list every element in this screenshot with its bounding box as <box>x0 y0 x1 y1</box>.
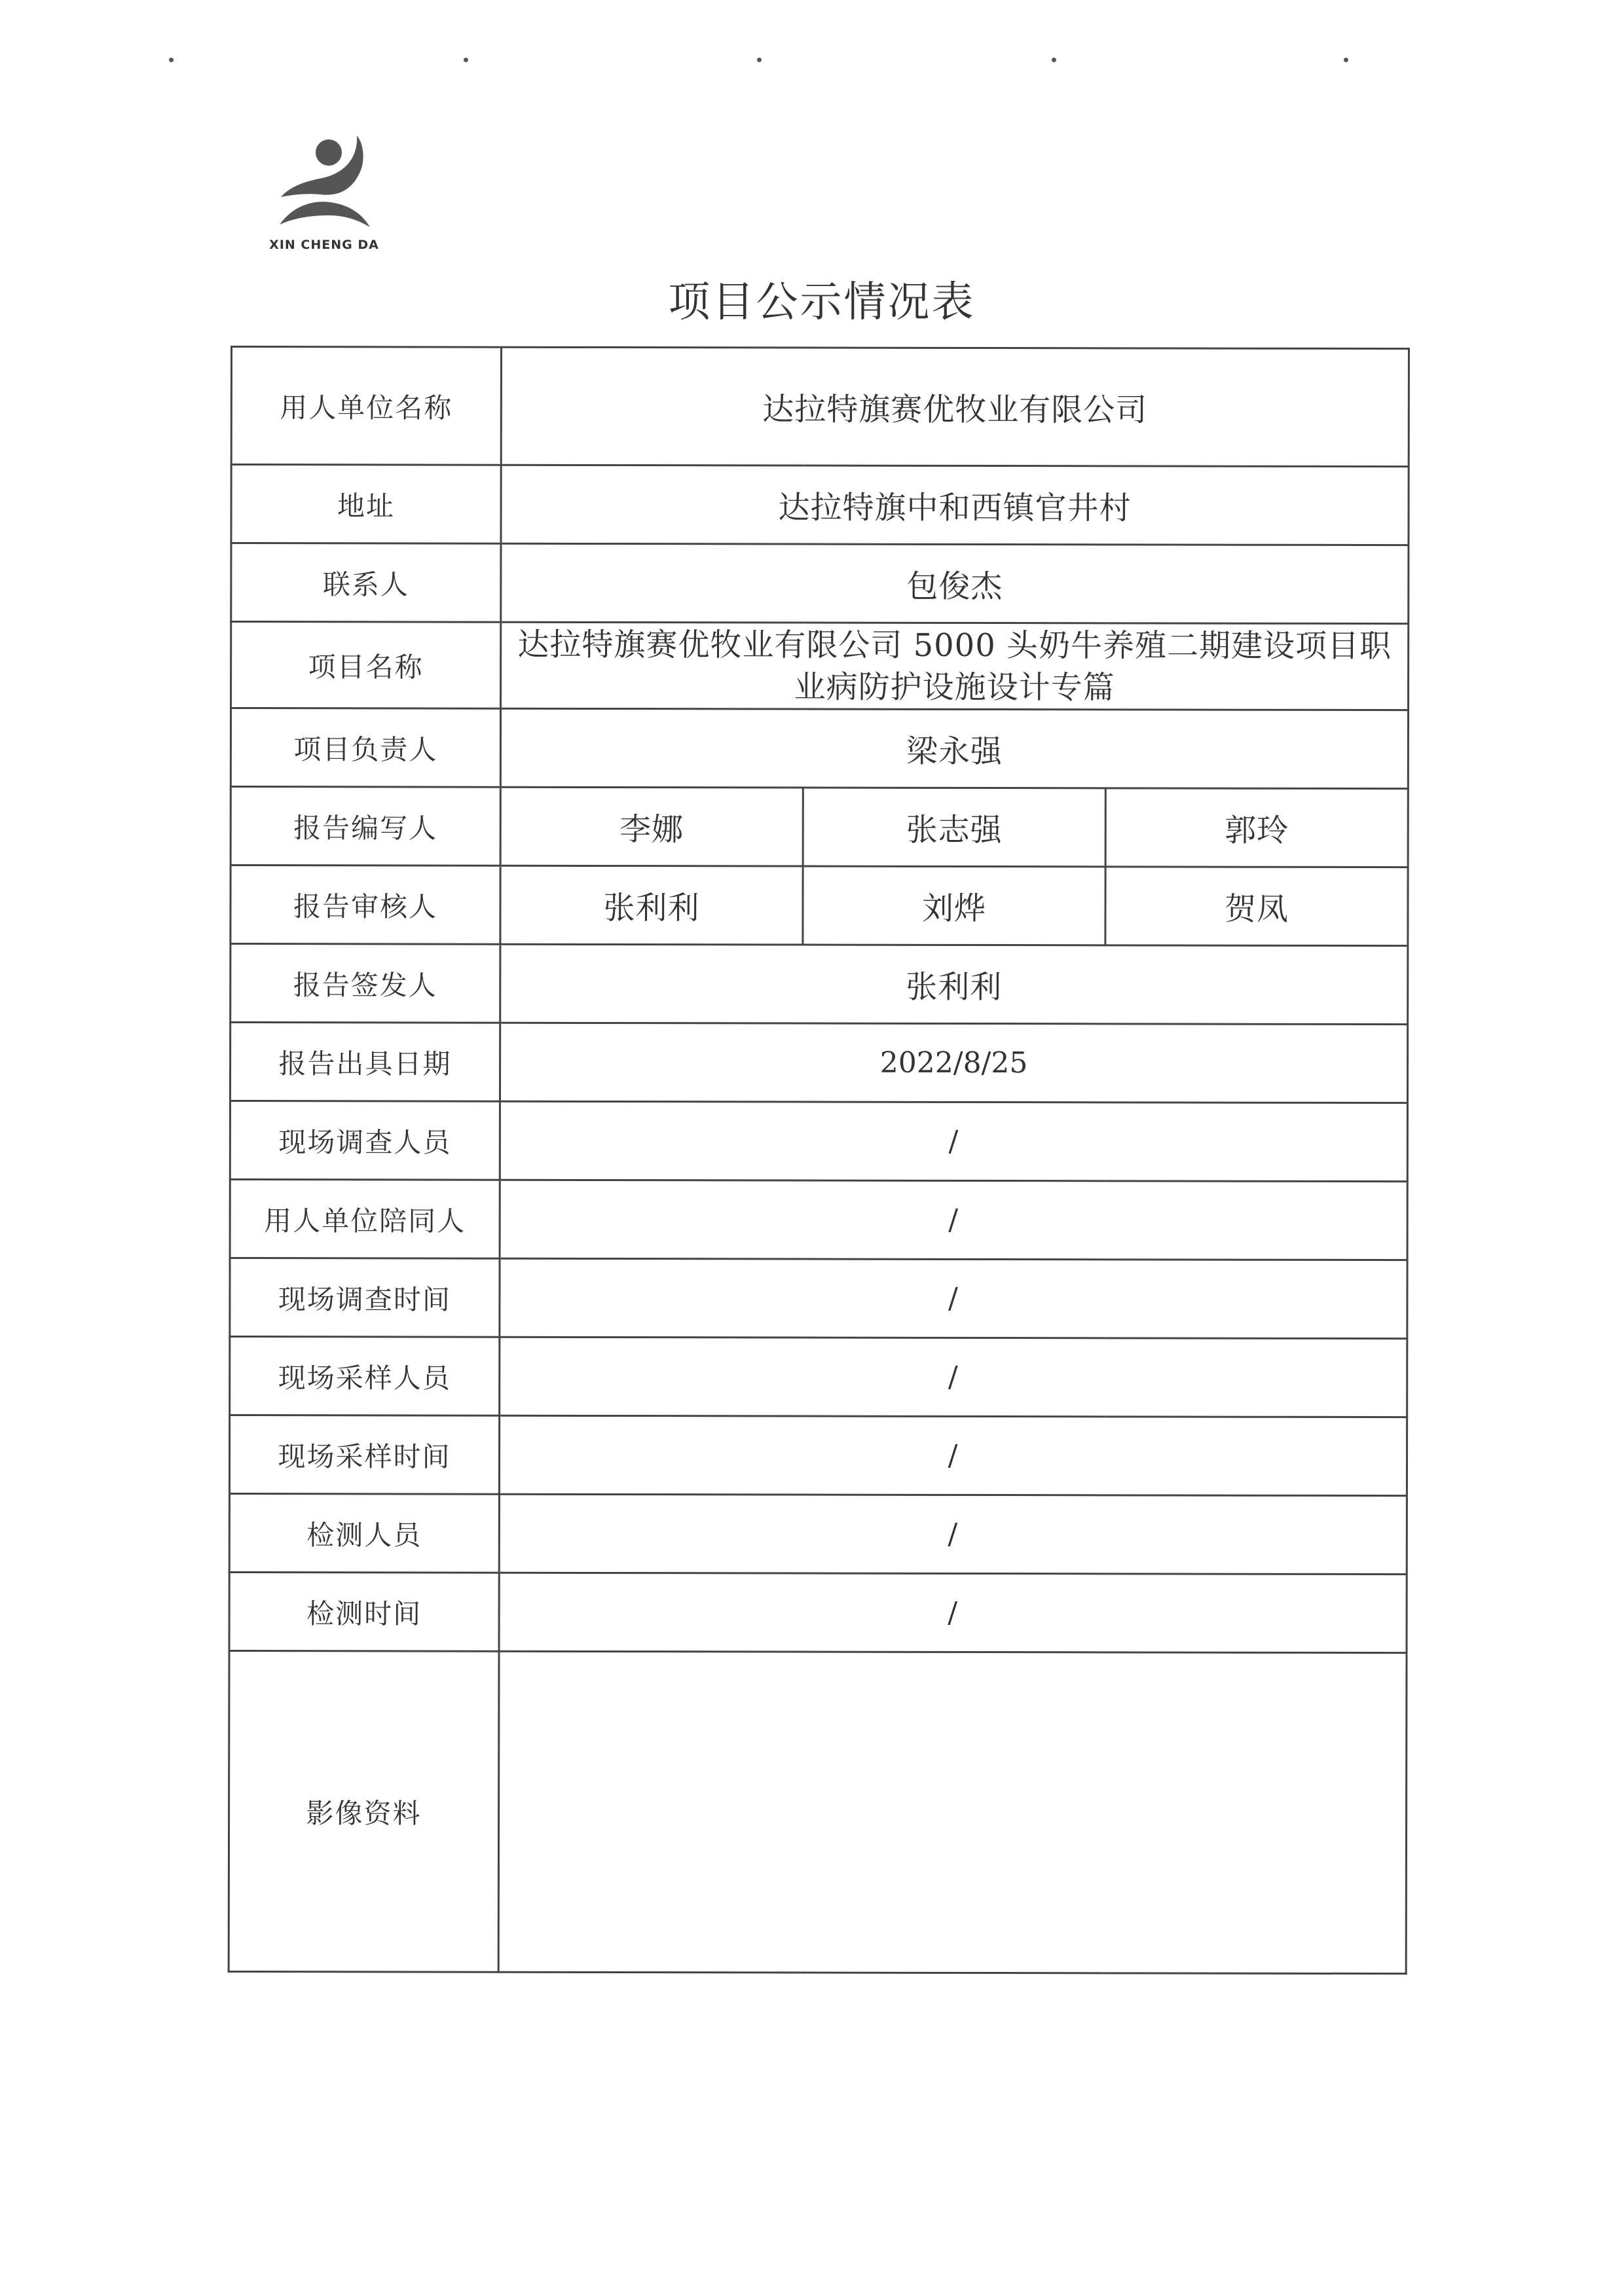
scan-dot <box>169 58 174 62</box>
row-label: 项目名称 <box>231 622 501 709</box>
company-logo <box>265 134 383 259</box>
site-survey-staff-value: / <box>500 1101 1407 1181</box>
project-leader-value: 梁永强 <box>500 708 1408 788</box>
table-row <box>231 866 1408 946</box>
row-label: 项目负责人 <box>231 708 500 788</box>
project-name-value: 达拉特旗赛优牧业有限公司 5000 头奶牛养殖二期建设项目职业病防护设施设计专篇 <box>501 622 1409 710</box>
employer-escort-value: / <box>500 1180 1407 1260</box>
employer-name-value: 达拉特旗赛优牧业有限公司 <box>501 347 1409 466</box>
project-info-table <box>228 346 1410 1975</box>
report-writer-3: 郭玲 <box>1105 788 1408 867</box>
table-row <box>229 1650 1407 1973</box>
row-label: 用人单位陪同人 <box>230 1180 500 1259</box>
table-row <box>231 543 1409 624</box>
row-label: 检测人员 <box>229 1494 499 1573</box>
row-label: 现场调查时间 <box>230 1258 500 1338</box>
row-label: 报告出具日期 <box>230 1023 500 1102</box>
scan-dot <box>757 58 762 62</box>
row-label: 现场调查人员 <box>230 1101 500 1180</box>
sampling-staff-value: / <box>500 1337 1407 1417</box>
contact-person-value: 包俊杰 <box>501 543 1409 623</box>
table-row <box>230 1258 1407 1339</box>
sampling-time-value: / <box>499 1415 1407 1495</box>
table-row <box>231 622 1409 710</box>
table-row <box>229 1494 1407 1575</box>
report-reviewer-1: 张利利 <box>500 866 803 945</box>
row-label: 报告签发人 <box>231 944 500 1023</box>
table-row <box>231 465 1409 545</box>
table-row <box>231 708 1408 789</box>
testing-staff-value: / <box>499 1494 1407 1574</box>
table-row <box>229 1572 1407 1652</box>
report-reviewer-2: 刘烨 <box>803 866 1105 945</box>
row-label: 联系人 <box>231 543 501 623</box>
table-row <box>231 787 1408 867</box>
image-materials-area <box>498 1651 1407 1973</box>
report-writer-1: 李娜 <box>500 787 803 866</box>
scan-dot <box>1344 58 1348 62</box>
site-survey-time-value: / <box>500 1258 1407 1338</box>
row-label: 报告编写人 <box>231 787 500 866</box>
scan-dots <box>0 58 1624 64</box>
report-reviewer-3: 贺凤 <box>1105 867 1408 946</box>
row-label: 用人单位名称 <box>231 347 501 465</box>
table-row <box>230 1101 1407 1182</box>
table-row <box>230 1180 1407 1260</box>
table-row <box>230 1337 1407 1417</box>
table-row <box>231 944 1408 1025</box>
scan-dot <box>464 58 468 62</box>
row-label: 现场采样时间 <box>229 1415 499 1495</box>
page-title: 项目公示情况表 <box>668 278 976 327</box>
testing-time-value: / <box>499 1573 1407 1652</box>
logo-text: XIN CHENG DA <box>269 238 379 252</box>
report-date-value: 2022/8/25 <box>500 1023 1407 1102</box>
report-issuer-value: 张利利 <box>500 944 1408 1024</box>
table-row <box>231 347 1409 467</box>
row-label: 报告审核人 <box>231 866 500 945</box>
table-row <box>229 1415 1407 1496</box>
table-row <box>230 1023 1407 1103</box>
row-label: 现场采样人员 <box>230 1337 500 1416</box>
row-label: 检测时间 <box>229 1572 499 1651</box>
address-value: 达拉特旗中和西镇官井村 <box>501 465 1409 545</box>
logo-mark-icon <box>273 134 378 232</box>
scan-dot <box>1052 58 1056 62</box>
row-label: 影像资料 <box>229 1650 499 1972</box>
report-writer-2: 张志强 <box>803 788 1105 867</box>
row-label: 地址 <box>231 465 501 544</box>
